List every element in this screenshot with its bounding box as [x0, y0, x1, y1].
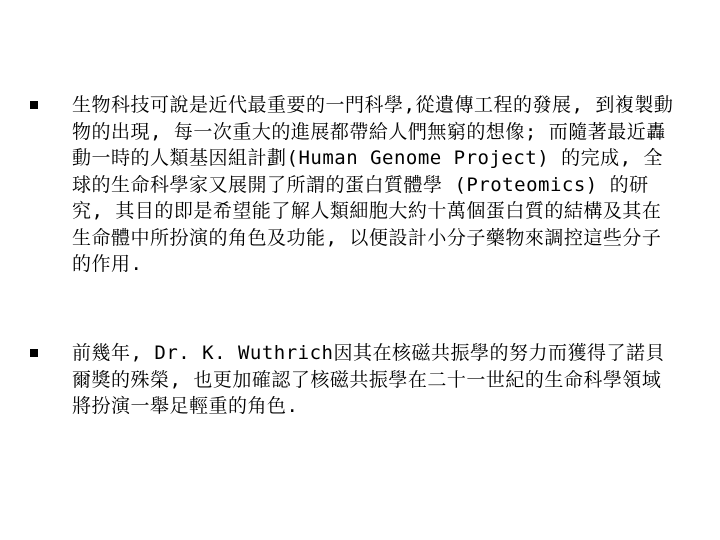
bullet-text-2: 前幾年, Dr. K. Wuthrich因其在核磁共振學的努力而獲得了諾貝爾獎的殊榮, 也更加確認了核磁共振學在二十一世紀的生命科學領域將扮演一舉足輕重的角色. — [72, 342, 665, 417]
bullet-text-1: 生物科技可說是近代最重要的一門科學,從遺傳工程的發展, 到複製動物的出現, 每一次重大的進展都帶給人們無窮的想像; 而隨著最近轟動一時的人類基因組計劃(Human Genome Project) 的完成, 全球的生命科學家又展開了所謂的蛋白質體學 (Proteomics) 的研究, 其目的即是希望能了解人類細胞大約十萬個蛋白質的結構及其在生命體中所扮演的角色及功能, 以便設計小分子藥物來調控這些分子的作用. — [72, 94, 674, 275]
square-bullet-icon — [30, 349, 38, 357]
square-bullet-icon — [30, 101, 38, 109]
